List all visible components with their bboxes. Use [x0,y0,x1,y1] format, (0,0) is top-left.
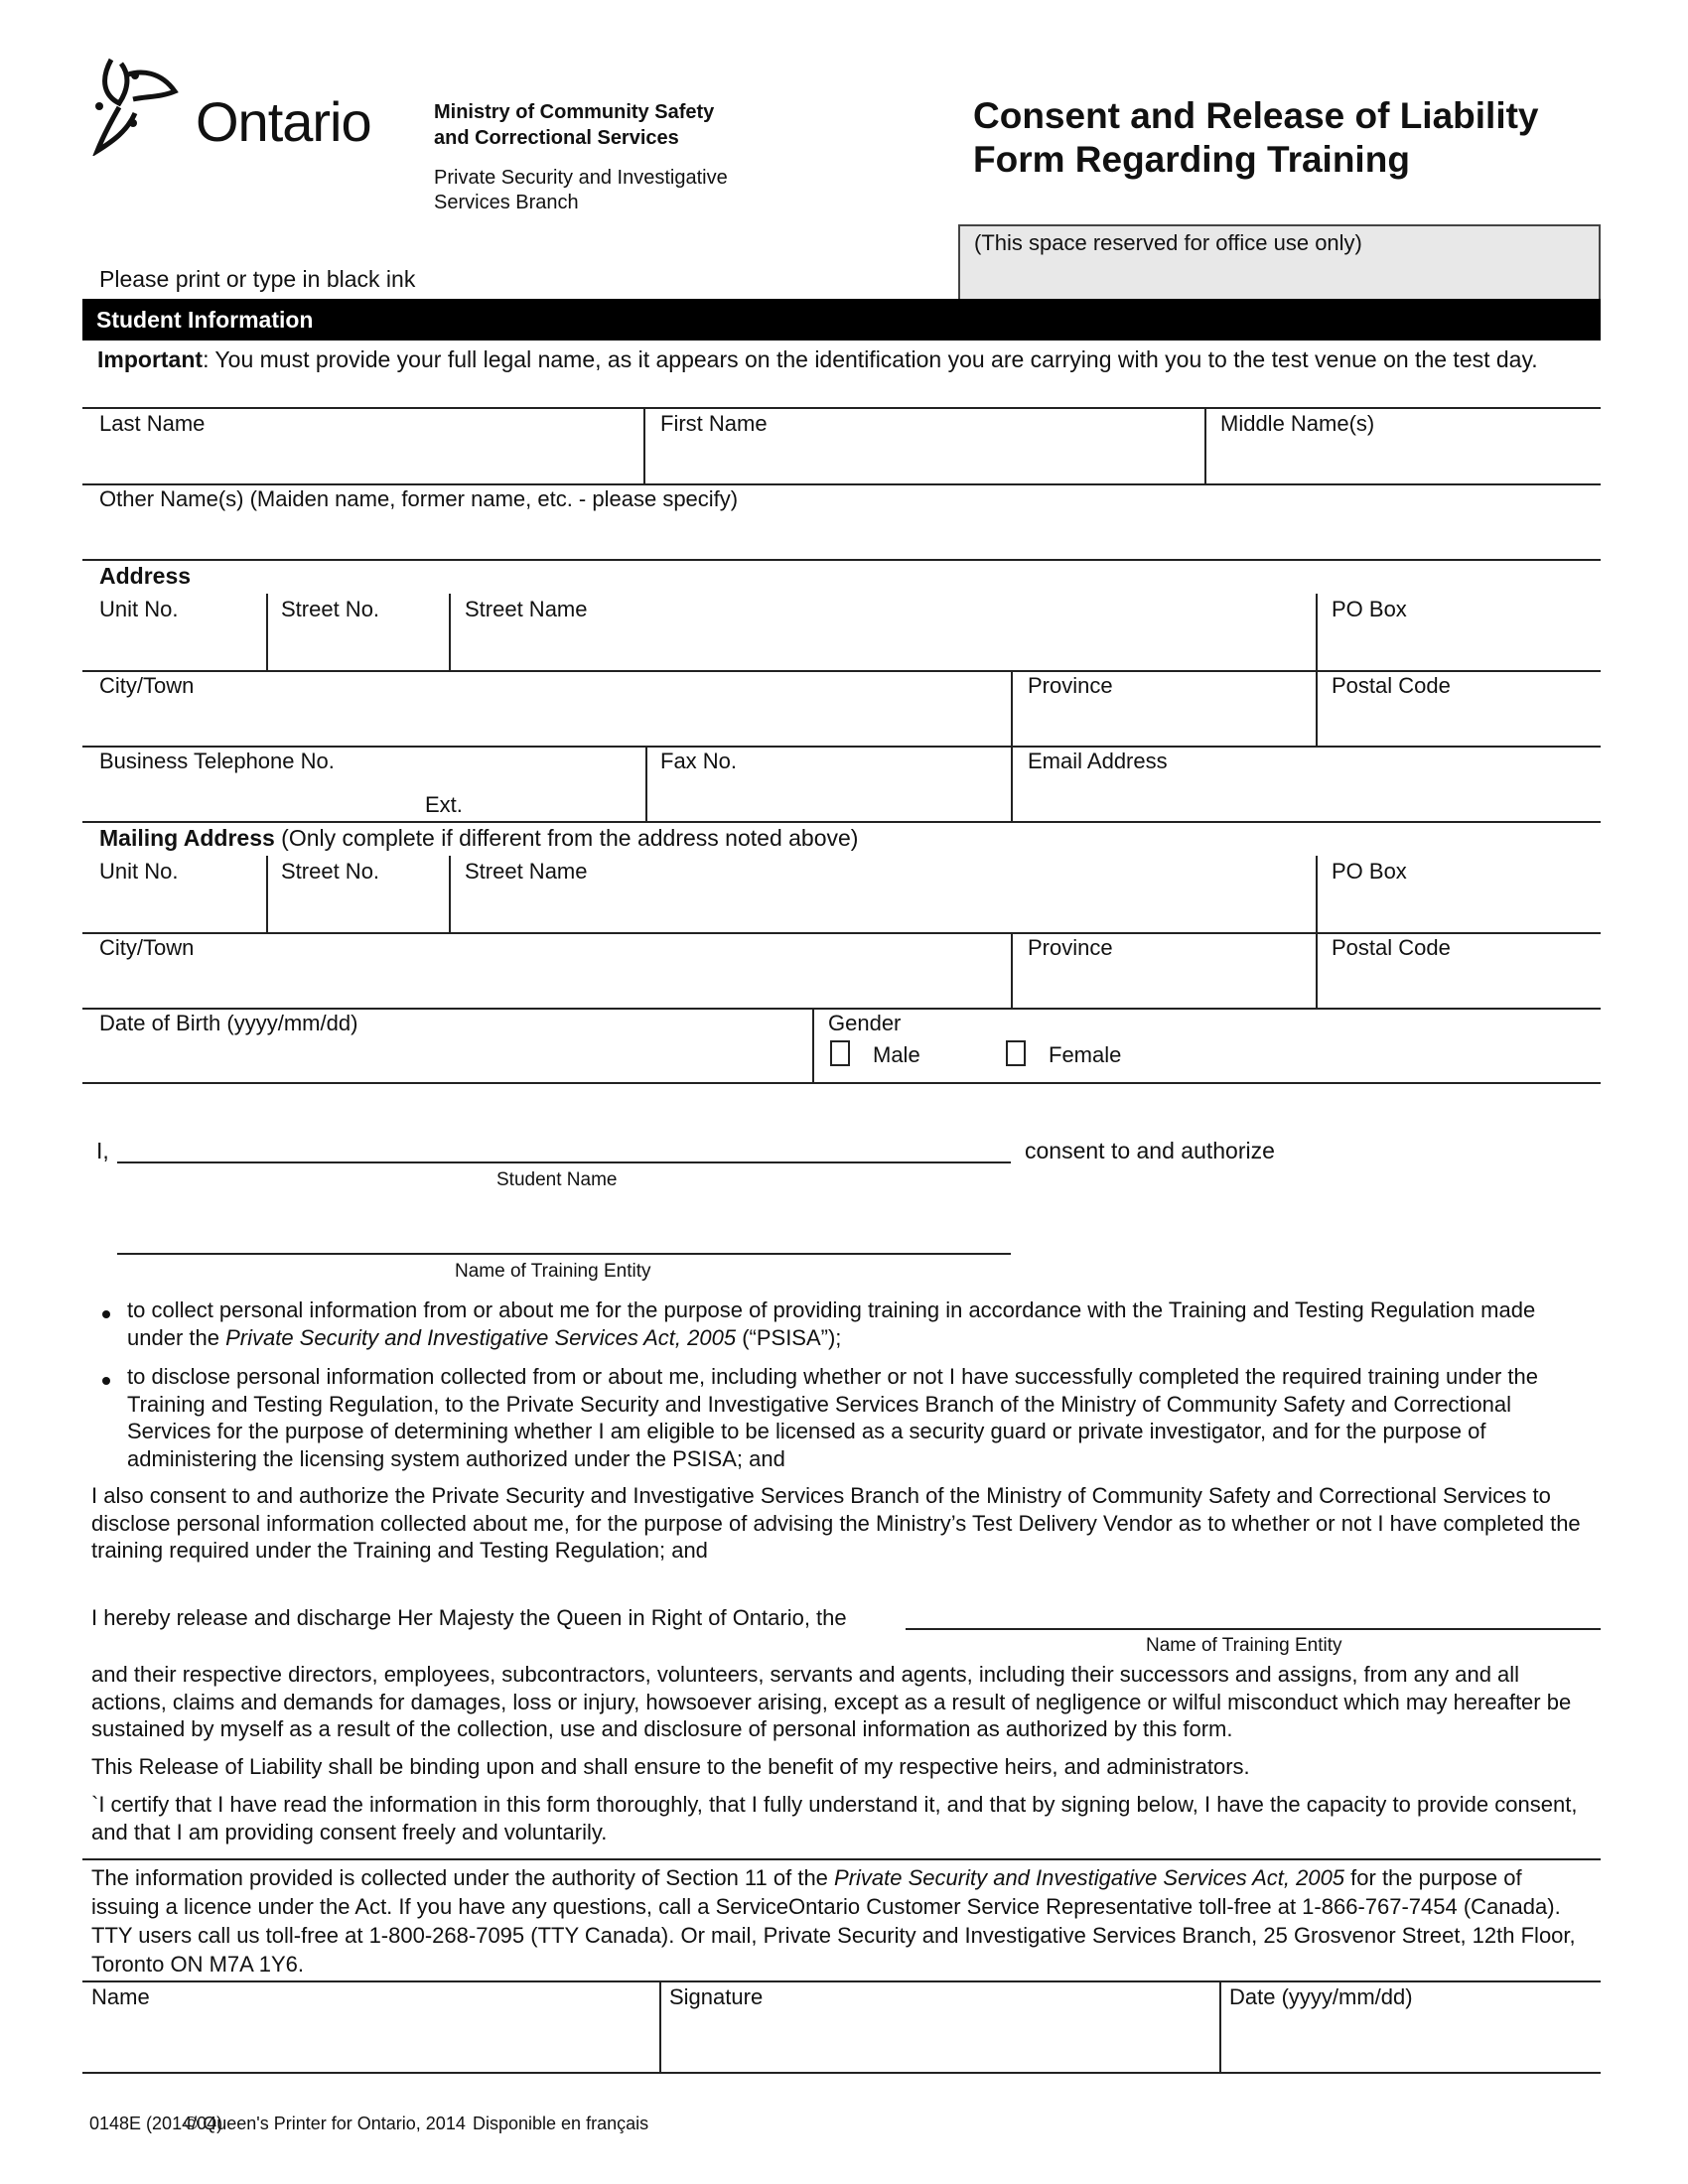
last-name-field[interactable] [84,409,641,483]
mailing-street-name-label: Street Name [465,859,588,884]
mailing-street-no-label: Street No. [281,859,380,884]
binding-paragraph: This Release of Liability shall be binding upon and shall ensure to the benefit of my respective heirs, and administrators. [91,1754,1250,1779]
last-name-label: Last Name [99,411,206,436]
province-label: Province [1028,673,1113,698]
male-checkbox[interactable] [830,1040,850,1066]
city-label: City/Town [99,673,195,698]
ext-label: Ext. [425,792,463,817]
gender-label: Gender [828,1011,902,1035]
consent-bullet-2: to disclose personal information collected from or about me, including whether or not I have successfully completed the required training under the Training and Testing Regulation, to the Private Security and Investigative Services Branch of the Ministry of Community Safety and Correctional Services for the purpose of determining whether I am eligible to be licensed as a security guard or private investigator, and for the purpose of administering the licensing system authorized under the PSISA; and [127,1364,1538,1471]
ontario-wordmark: Ontario [196,90,371,153]
mailing-unit-no-label: Unit No. [99,859,179,884]
street-name-field[interactable] [451,594,1315,670]
male-label: Male [873,1042,920,1067]
important-text: : You must provide your full legal name, as it appears on the identification you are carrying with you to the test venue on the test day. [203,346,1538,372]
rule [82,1858,1601,1860]
act-name: Private Security and Investigative Services Act, 2005 [225,1324,737,1350]
female-label: Female [1049,1042,1122,1067]
notice-text: The information provided is collected under the authority of Section 11 of the [91,1865,835,1890]
rule [82,821,1601,823]
student-name-field[interactable] [117,1122,1011,1163]
release-training-entity-field[interactable] [906,1588,1601,1630]
business-phone-label: Business Telephone No. [99,749,335,773]
bullet-icon [102,1377,110,1385]
signature-field[interactable] [661,1982,1218,2072]
middle-name-field[interactable] [1206,409,1601,483]
mailing-postal-code-label: Postal Code [1332,935,1451,960]
fax-label: Fax No. [660,749,738,773]
signature-label: Signature [669,1984,764,2009]
mailing-city-label: City/Town [99,935,195,960]
mailing-street-name-field[interactable] [451,856,1315,932]
release-body: and their respective directors, employees, subcontractors, volunteers, servants and agents, including their successors and assigns, from any and all actions, claims and demands for damages, loss or injury, howsoever arising, except as a result of negligence or wilful misconduct which may hereafter be sustained by myself as a result of the collection, use and disclosure of personal information as authorized by this form. [91,1662,1572,1741]
ontario-logo [91,52,399,161]
middle-name-label: Middle Name(s) [1220,411,1375,436]
important-label: Important [97,346,204,372]
mailing-province-field[interactable] [1013,934,1315,1008]
fax-field[interactable] [647,748,1010,821]
mailing-unit-no-field[interactable] [84,856,265,932]
release-caption: Name of Training Entity [1146,1635,1342,1656]
mailing-province-label: Province [1028,935,1113,960]
branch-line2: Services Branch [434,192,579,213]
street-name-label: Street Name [465,597,588,621]
mailing-address-title [99,825,858,851]
po-box-label: PO Box [1332,597,1407,621]
also-consent-paragraph: I also consent to and authorize the Private Security and Investigative Services Branch of the Ministry of Community Safety and Correctional Services to disclose personal information collected about me, for the purpose of advising the Ministry’s Test Delivery Vendor as to whether or not I have completed the training required under the Training and Testing Regulation; and [91,1483,1581,1563]
street-no-label: Street No. [281,597,380,621]
unit-no-label: Unit No. [99,597,179,621]
mailing-postal-code-field[interactable] [1318,934,1601,1008]
bullet1-text: to collect personal information from or about me for the purpose of providing training in accordance with the Training and Testing Regulation made under the [127,1297,1536,1350]
notice-text-end: for the purpose of issuing a licence under the Act. If you have any questions, call a ServiceOntario Customer Service Representative toll-free at 1-866-767-7454 (Canada). TTY users call us toll-free at 1-800-268-7095 (TTY Canada). Or mail, Private Security and Investigative Services Branch, 25 Grosvenor Street, 12th Floor, Toronto ON M7A 1Y6. [91,1865,1576,1977]
mailing-address-note: (Only complete if different from the address noted above) [274,825,859,851]
bullet1-text-end: (“PSISA”); [736,1324,842,1350]
student-name-caption: Student Name [496,1169,618,1190]
rule [82,559,1601,561]
release-prefix: I hereby release and discharge Her Majesty the Queen in Right of Ontario, the [91,1605,847,1630]
ministry-line1: Ministry of Community Safety [434,101,715,123]
branch-line1: Private Security and Investigative [434,167,728,189]
rule [82,2072,1601,2074]
date-label: Date (yyyy/mm/dd) [1229,1984,1413,2009]
form-title-line2: Form Regarding Training [973,139,1410,180]
name-label: Name [91,1984,150,2009]
mailing-po-box-field[interactable] [1318,856,1601,932]
name-field[interactable] [84,1982,658,2072]
date-field[interactable] [1221,1982,1601,2072]
ink-instruction: Please print or type in black ink [99,266,416,292]
street-no-field[interactable] [268,594,448,670]
province-field[interactable] [1013,672,1315,746]
other-names-label: Other Name(s) (Maiden name, former name, etc. - please specify) [99,486,739,511]
other-names-field[interactable] [84,485,1601,559]
postal-code-field[interactable] [1318,672,1601,746]
certify-paragraph: `I certify that I have read the information in this form thoroughly, that I fully understand it, and that by signing below, I have the capacity to provide consent, and that I am providing consent freely and voluntarily. [91,1792,1578,1844]
mailing-street-no-field[interactable] [268,856,448,932]
rule [812,1008,814,1083]
rule [82,1082,1601,1084]
section-title: Student Information [96,307,314,333]
office-use-label: (This space reserved for office use only) [974,230,1362,255]
trillium-icon [91,52,201,156]
female-checkbox[interactable] [1006,1040,1026,1066]
business-phone-field[interactable] [84,748,422,821]
dob-label: Date of Birth (yyyy/mm/dd) [99,1011,358,1035]
form-number: 0148E (2014/04) [89,2114,223,2133]
consent-suffix: consent to and authorize [1025,1138,1275,1163]
postal-code-label: Postal Code [1332,673,1451,698]
first-name-field[interactable] [645,409,1202,483]
po-box-field[interactable] [1318,594,1601,670]
mailing-po-box-label: PO Box [1332,859,1407,884]
mailing-city-field[interactable] [84,934,1010,1008]
section-header-student-information [82,299,1601,341]
training-entity-field[interactable] [117,1213,1011,1255]
office-use-box [958,224,1601,300]
city-field[interactable] [84,672,1010,746]
dob-field[interactable] [84,1010,811,1083]
address-title: Address [99,563,192,589]
bullet-icon [102,1310,110,1318]
collection-notice [91,1863,1591,1979]
notice-act-name: Private Security and Investigative Services Act, 2005 [834,1865,1345,1890]
mailing-address-label: Mailing Address [99,825,275,851]
copyright: © Queen's Printer for Ontario, 2014 [185,2114,466,2133]
important-notice [97,345,1587,374]
form-title-line1: Consent and Release of Liability [973,95,1539,136]
i-prefix: I, [96,1138,109,1163]
unit-no-field[interactable] [84,594,265,670]
first-name-label: First Name [660,411,768,436]
email-label: Email Address [1028,749,1168,773]
ministry-line2: and Correctional Services [434,127,679,149]
training-entity-caption: Name of Training Entity [455,1261,651,1282]
consent-bullet-1 [127,1297,1587,1351]
ext-field[interactable] [467,784,643,821]
french-availability: Disponible en français [473,2114,649,2133]
email-field[interactable] [1013,748,1601,821]
